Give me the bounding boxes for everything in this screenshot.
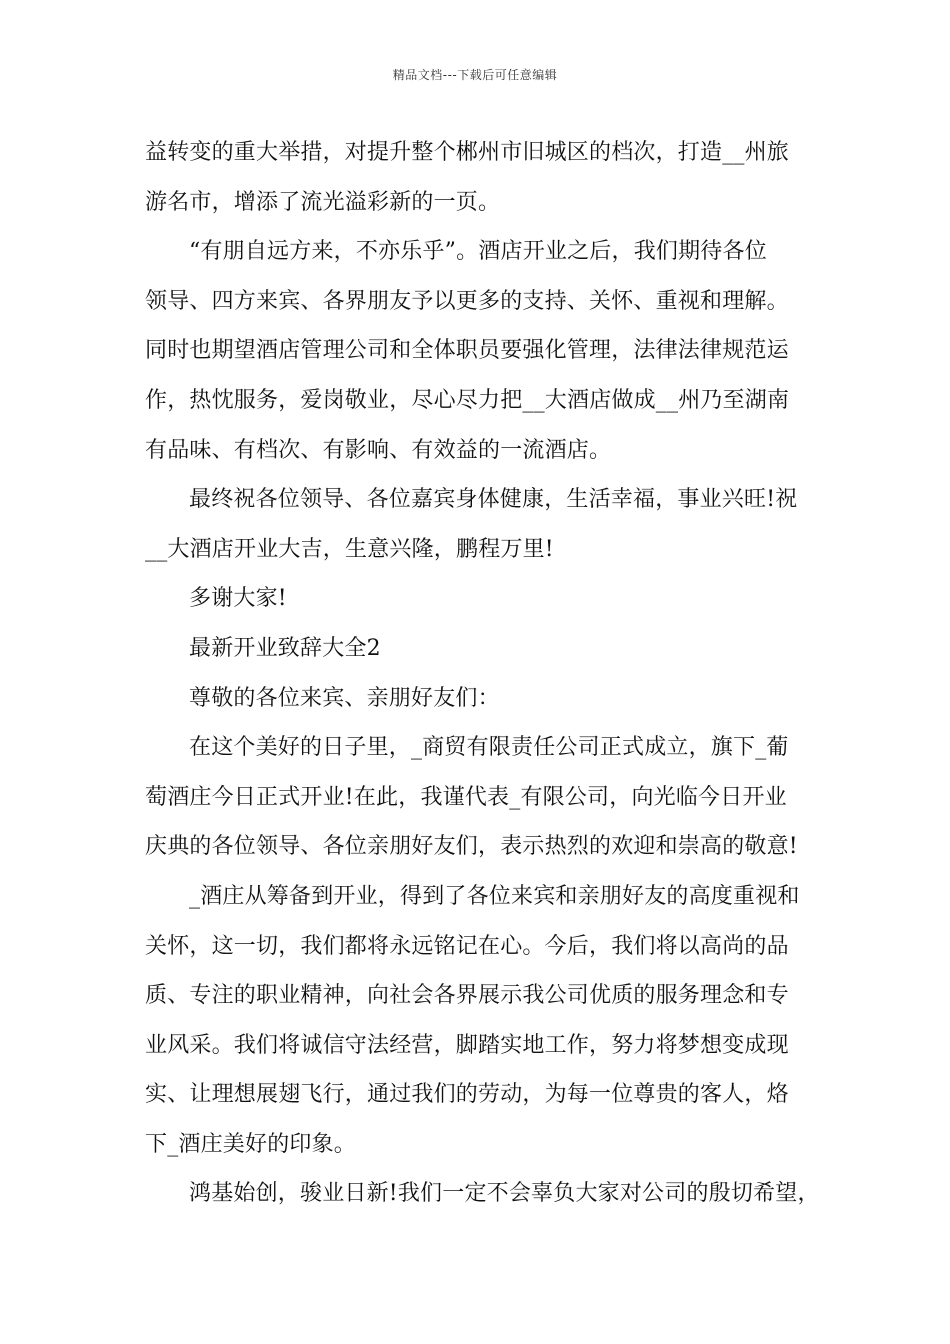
text-line: _酒庄从筹备到开业，得到了各位来宾和亲朋好友的高度重视和 bbox=[189, 883, 800, 909]
page-header: 精品文档---下载后可任意编辑 bbox=[392, 68, 558, 82]
text-line: 关怀，这一切，我们都将永远铭记在心。今后，我们将以高尚的品 bbox=[145, 933, 789, 959]
text-line: 最终祝各位领导、各位嘉宾身体健康，生活幸福，事业兴旺!祝 bbox=[189, 487, 798, 513]
document-body bbox=[145, 128, 820, 1219]
text-line: 益转变的重大举措，对提升整个郴州市旧城区的档次，打造__州旅 bbox=[145, 140, 790, 165]
text-line: 游名市，增添了流光溢彩新的一页。 bbox=[145, 189, 501, 215]
text-line: 下_酒庄美好的印象。 bbox=[145, 1131, 357, 1157]
section-title: 最新开业致辞大全2 bbox=[189, 635, 381, 661]
text-line: “有朋自远方来，不亦乐乎”。酒店开业之后，我们期待各位 bbox=[189, 239, 767, 265]
text-line: 在这个美好的日子里，_商贸有限责任公司正式成立，旗下_葡 bbox=[189, 735, 789, 761]
text-line: 多谢大家! bbox=[189, 586, 287, 612]
text-line: 萄酒庄今日正式开业!在此，我谨代表_有限公司，向光临今日开业 bbox=[145, 784, 787, 810]
text-line: __大酒店开业大吉，生意兴隆，鹏程万里! bbox=[145, 536, 554, 562]
text-line: 质、专注的职业精神，向社会各界展示我公司优质的服务理念和专 bbox=[145, 983, 789, 1009]
text-line: 鸿基始创，骏业日新!我们一定不会辜负大家对公司的殷切希望， bbox=[189, 1181, 820, 1207]
text-line: 庆典的各位领导、各位亲朋好友们，表示热烈的欢迎和崇高的敬意! bbox=[145, 834, 798, 860]
text-line: 尊敬的各位来宾、亲朋好友们： bbox=[189, 685, 500, 711]
text-line: 有品味、有档次、有影响、有效益的一流酒店。 bbox=[145, 437, 612, 463]
text-line: 同时也期望酒店管理公司和全体职员要强化管理，法律法律规范运 bbox=[145, 338, 789, 364]
text-line: 实、让理想展翅飞行，通过我们的劳动，为每一位尊贵的客人，烙 bbox=[145, 1082, 789, 1108]
text-line: 业风采。我们将诚信守法经营，脚踏实地工作，努力将梦想变成现 bbox=[145, 1032, 789, 1058]
text-line: 作，热忱服务，爱岗敬业，尽心尽力把__大酒店做成__州乃至湖南 bbox=[145, 387, 790, 413]
text-line: 领导、四方来宾、各界朋友予以更多的支持、关怀、重视和理解。 bbox=[145, 288, 789, 314]
